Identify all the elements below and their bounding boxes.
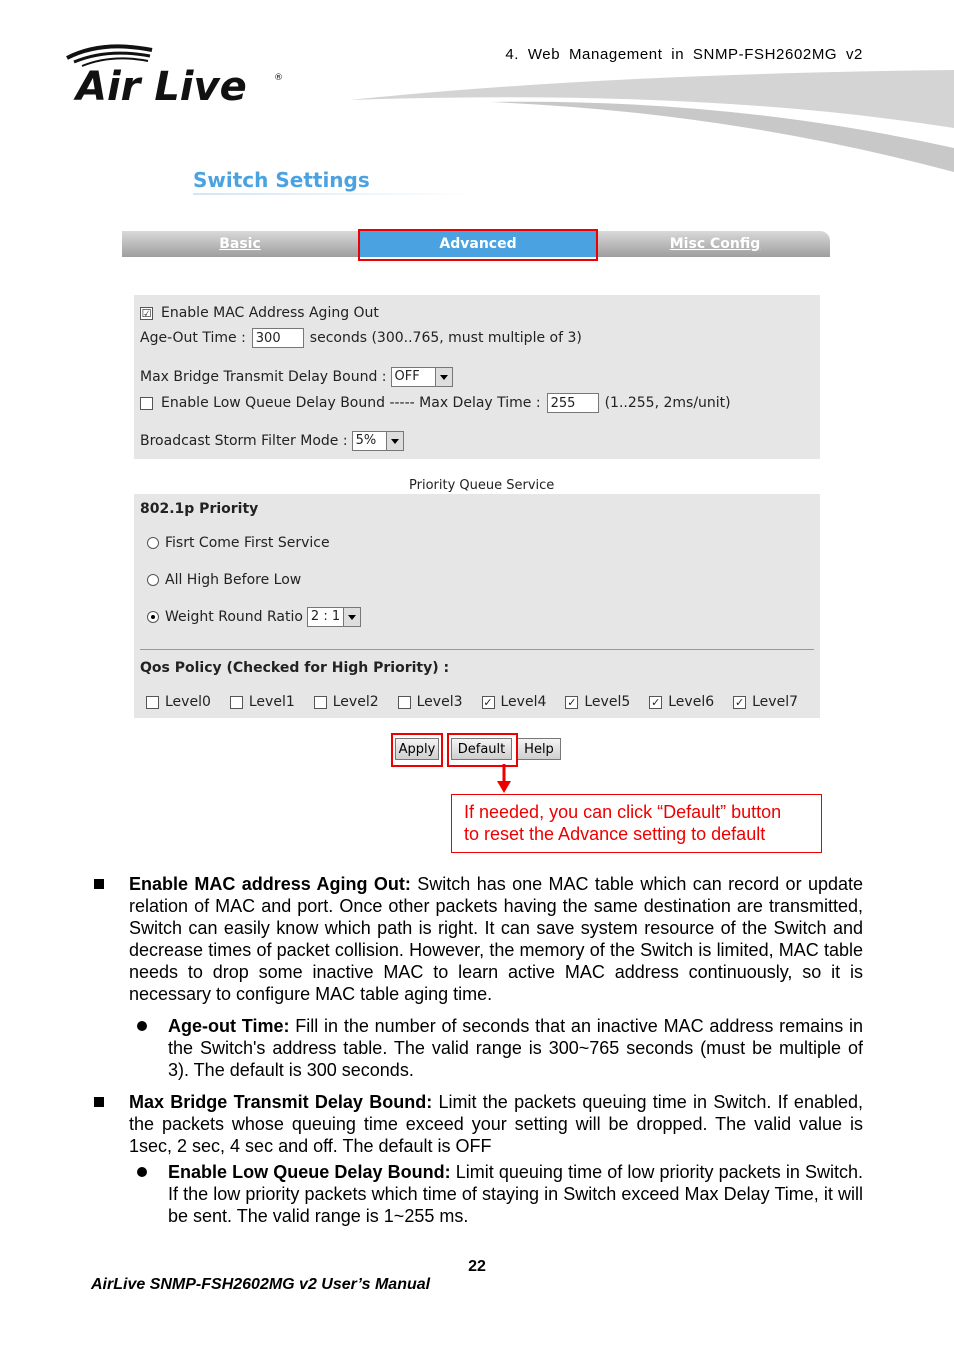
manual-title: AirLive SNMP-FSH2602MG v2 User’s Manual (91, 1276, 431, 1293)
priority-panel (134, 494, 820, 718)
chevron-down-icon (343, 608, 360, 626)
qos-heading: Qos Policy (Checked for High Priority) : (140, 660, 450, 676)
advanced-panel (134, 295, 820, 459)
mac-aging-text: Switch has one MAC table which can record or update relation of MAC and port. Once other packets having the same destination are transmitted, Switch can easily know which path is right. It can save system resource of the Switch and decrease times of packet collision. However, the memory of the Switch is limited, MAC table needs to drop some inactive MAC to learn active MAC address continuously, so it is necessary to configure MAC table aging time. (129, 874, 863, 1004)
broadcast-value: 5% (355, 433, 377, 448)
age-out-label: Age-Out Time : (140, 330, 246, 346)
low-queue-checkbox[interactable] (140, 397, 153, 410)
square-bullet-icon (94, 1097, 104, 1107)
switch-settings-title: Switch Settings (193, 168, 370, 192)
callout-line-2: to reset the Advance setting to default (464, 824, 766, 844)
qos-level-item (649, 694, 714, 710)
divider (140, 649, 814, 650)
square-bullet-icon (94, 879, 104, 889)
svg-text:®: ® (274, 73, 283, 83)
default-button[interactable]: Default (451, 738, 512, 760)
age-out-hint: seconds (300..765, must multiple of 3) (309, 330, 582, 346)
low-queue-text: Limit queuing time of low priority packets in Switch. If the low priority packets which time of staying in Switch exceed Max Delay Time, it will be sent. The valid range is 1~255 ms. (168, 1162, 863, 1226)
callout-line-1: If needed, you can click “Default” button (464, 802, 782, 822)
enable-mac-aging-checkbox[interactable]: ☑ (141, 306, 152, 320)
fcfs-radio[interactable] (147, 537, 159, 549)
chapter-header: 4. Web Management in SNMP-FSH2602MG v2 (505, 46, 863, 63)
qos-level-item (482, 694, 547, 710)
logo-text: Air Live (76, 64, 247, 110)
ratio-value: 2 : 1 (310, 609, 341, 624)
age-out-term: Age-out Time: (168, 1016, 290, 1036)
age-out-text: Fill in the number of seconds that an inactive MAC address remains in the Switch's address table. The valid range is 300~765 seconds (must be multiple of 3). The default is 300 seconds. (168, 1016, 864, 1080)
mac-aging-paragraph (129, 873, 863, 1005)
ratio-select[interactable] (307, 607, 361, 627)
qos-level-checkbox[interactable]: ✓ (651, 695, 661, 709)
high-before-low-label: All High Before Low (165, 572, 302, 588)
max-bridge-label: Max Bridge Transmit Delay Bound : (140, 369, 387, 385)
max-bridge-value: OFF (394, 369, 420, 384)
qos-level-checkbox[interactable] (146, 696, 159, 709)
weight-round-ratio-label: Weight Round Ratio (165, 609, 303, 625)
qos-level-checkbox[interactable]: ✓ (483, 695, 493, 709)
dot-bullet-icon (137, 1167, 147, 1177)
help-button[interactable]: Help (517, 738, 561, 760)
default-callout (451, 794, 822, 853)
qos-level-label: Level4 (500, 694, 547, 710)
qos-level-label: Level3 (416, 694, 463, 710)
age-out-input[interactable]: 300 (252, 328, 304, 348)
qos-level-label: Level2 (332, 694, 379, 710)
weight-round-ratio-radio[interactable] (147, 611, 159, 623)
arrow-down-icon (494, 764, 514, 794)
apply-button[interactable]: Apply (395, 738, 439, 760)
broadcast-label: Broadcast Storm Filter Mode : (140, 433, 348, 449)
qos-level-item (230, 694, 295, 710)
apply-highlight (391, 733, 443, 767)
qos-level-checkbox[interactable] (398, 696, 411, 709)
header-swoosh (350, 68, 954, 178)
qos-level-label: Level7 (752, 694, 798, 710)
max-bridge-paragraph (129, 1091, 863, 1157)
low-queue-term: Enable Low Queue Delay Bound: (168, 1162, 451, 1182)
high-before-low-radio[interactable] (147, 574, 159, 586)
qos-level-label: Level5 (584, 694, 631, 710)
max-delay-input[interactable]: 255 (547, 393, 599, 413)
mac-aging-term: Enable MAC address Aging Out: (129, 874, 411, 894)
broadcast-select[interactable] (352, 431, 404, 451)
chevron-down-icon (435, 368, 452, 386)
max-bridge-select[interactable] (391, 367, 453, 387)
qos-level-checkbox[interactable] (230, 696, 243, 709)
title-underline (193, 193, 478, 195)
chevron-down-icon (386, 432, 403, 450)
qos-level-label: Level6 (668, 694, 715, 710)
qos-level-checkbox[interactable] (314, 696, 327, 709)
qos-level-checkbox[interactable]: ✓ (735, 695, 745, 709)
priority-queue-title: Priority Queue Service (409, 478, 555, 493)
airlive-logo (62, 40, 292, 110)
max-bridge-text: Limit the packets queuing time in Switch. If enabled, the packets whose queuing time exceed your setting will be dropped. The valid value is 1sec, 2 sec, 4 sec and off. The default is OFF (129, 1092, 863, 1156)
qos-level-checkbox[interactable]: ✓ (567, 695, 577, 709)
advanced-tab-highlight (358, 229, 598, 261)
page-number: 22 (468, 1258, 486, 1275)
tab-basic[interactable]: Basic (219, 236, 261, 252)
age-out-paragraph (168, 1015, 863, 1081)
qos-level-item (314, 694, 379, 710)
tab-misc-config[interactable]: Misc Config (669, 236, 761, 252)
max-bridge-term: Max Bridge Transmit Delay Bound: (129, 1092, 433, 1112)
enable-mac-aging-label: Enable MAC Address Aging Out (161, 305, 379, 321)
priority-heading: 802.1p Priority (140, 501, 259, 517)
tab-advanced[interactable]: Advanced (359, 231, 597, 257)
max-delay-hint: (1..255, 2ms/unit) (604, 395, 731, 411)
qos-levels (146, 694, 817, 710)
qos-level-item (565, 694, 630, 710)
dot-bullet-icon (137, 1021, 147, 1031)
qos-level-item (398, 694, 463, 710)
default-highlight (447, 733, 518, 767)
qos-level-label: Level0 (165, 694, 211, 710)
fcfs-label: Fisrt Come First Service (165, 535, 330, 551)
qos-level-item (733, 694, 798, 710)
low-queue-paragraph (168, 1161, 863, 1227)
qos-level-label: Level1 (248, 694, 295, 710)
qos-level-item (146, 694, 211, 710)
low-queue-label: Enable Low Queue Delay Bound ----- Max Delay Time : (161, 395, 541, 411)
